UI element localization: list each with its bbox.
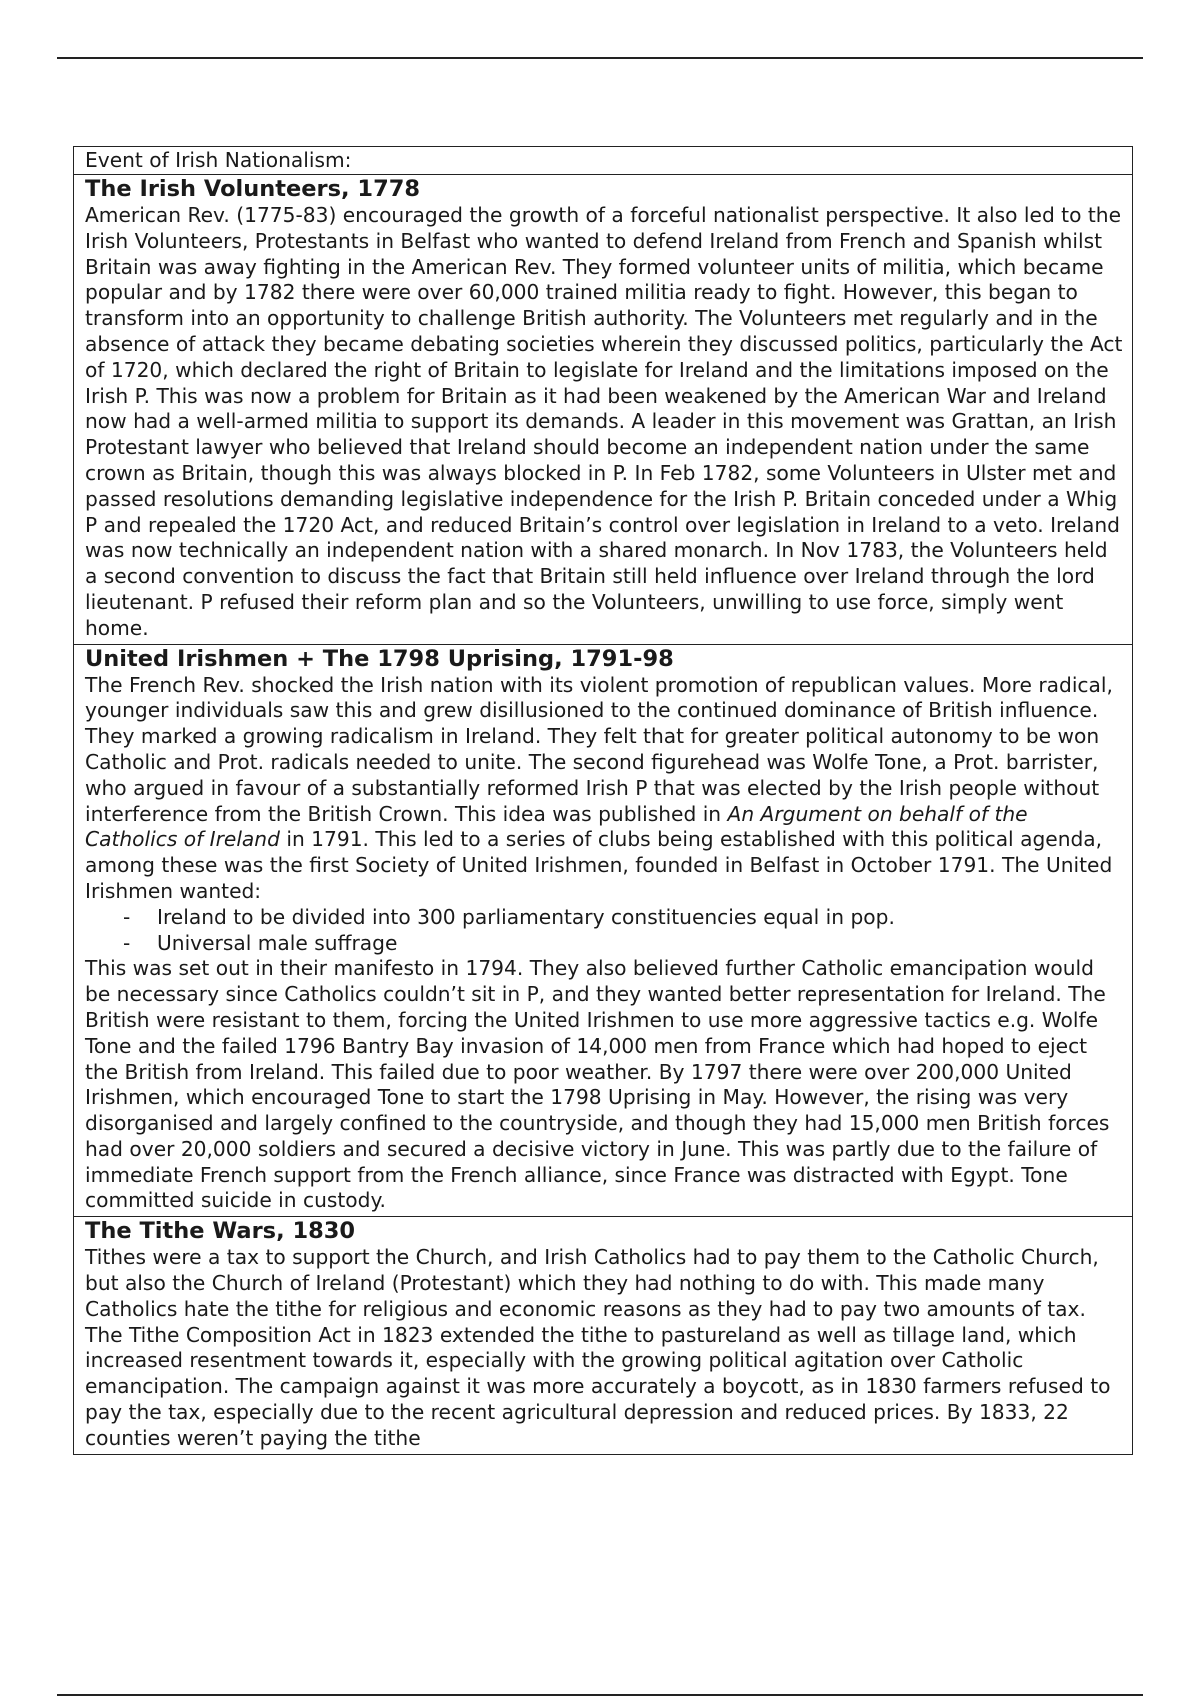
section-body-irishmen xyxy=(85,673,1124,905)
table-header-label: Event of Irish Nationalism: xyxy=(85,148,352,172)
irishmen-body-part-2: in 1791. This led to a series of clubs being established with this political agenda, among these was the first Society of United Irishmen, founded in Belfast in October 1791. The United Irishmen wanted: xyxy=(85,827,1113,903)
irishmen-body-part-1: The French Rev. shocked the Irish nation with its violent promotion of republican values. More radical, younger individuals saw this and grew disillusioned to the continued dominance of British influence. They marked a growing radicalism in Ireland. They felt that for greater political autonomy to be won Catholic and Prot. radicals needed to unite. The second figurehead was Wolfe Tone, a Prot. barrister, who argued in favour of a substantially reformed Irish P that was elected by the Irish people without interference from the British Crown. This idea was published in xyxy=(85,672,1113,826)
section-united-irishmen xyxy=(74,645,1132,1218)
table-header-cell xyxy=(74,147,1132,175)
top-rule xyxy=(57,57,1143,59)
section-title-irishmen: United Irishmen + The 1798 Uprising, 1791-98 xyxy=(85,645,674,672)
section-title-tithe: The Tithe Wars, 1830 xyxy=(85,1218,356,1245)
publication-title: An Argument on behalf of the Catholics of Ireland xyxy=(85,801,1028,852)
notes-table xyxy=(73,146,1133,1455)
irishmen-body-after-list: This was set out in their manifesto in 1794. They also believed further Catholic emancipation would be necessary since Catholics couldn’t sit in P, and they wanted better representation for Ireland. The British were resistant to them, forcing the United Irishmen to use more aggressive tactics e.g. Wolfe Tone and the failed 1796 Bantry Bay invasion of 14,000 men from France which had hoped to eject the British from Ireland. This failed due to poor weather. By 1797 there were over 200,000 United Irishmen, which encouraged Tone to start the 1798 Uprising in May. However, the rising was very disorganised and largely confined to the countryside, and though they had 15,000 men British forces had over 20,000 soldiers and secured a decisive victory in June. This was partly due to the failure of immediate French support from the French alliance, since France was distracted with Egypt. Tone committed suicide in custody. xyxy=(85,956,1110,1213)
list-item xyxy=(123,931,1124,957)
section-irish-volunteers xyxy=(74,175,1132,645)
section-body-tithe: Tithes were a tax to support the Church, and Irish Catholics had to pay them to the Catholic Church, but also the Church of Ireland (Protestant) which they had nothing to do with. This made many Catholics hate the tithe for religious and economic reasons as they had to pay two amounts of tax. The Tithe Composition Act in 1823 extended the tithe to pastureland as well as tillage land, which increased resentment towards it, especially with the growing political agitation over Catholic emancipation. The campaign against it was more accurately a boycott, as in 1830 farmers refused to pay the tax, especially due to the recent agricultural depression and reduced prices. By 1833, 22 counties weren’t paying the tithe xyxy=(85,1245,1111,1450)
bullet-dash: - xyxy=(123,904,131,929)
bottom-rule xyxy=(57,1694,1143,1696)
list-item-text: Universal male suffrage xyxy=(157,930,398,955)
list-item-text: Ireland to be divided into 300 parliamentary constituencies equal in pop. xyxy=(157,904,895,929)
bullet-dash: - xyxy=(123,930,131,955)
section-title-volunteers: The Irish Volunteers, 1778 xyxy=(85,176,421,202)
list-item xyxy=(123,905,1124,931)
section-tithe-wars xyxy=(74,1217,1132,1453)
demands-list xyxy=(85,905,1124,957)
section-body-volunteers: American Rev. (1775-83) encouraged the growth of a forceful nationalist perspective. It also led to the Irish Volunteers, Protestants in Belfast who wanted to defend Ireland from French and Spanish whilst Britain was away fighting in the American Rev. They formed volunteer units of militia, which became popular and by 1782 there were over 60,000 trained militia ready to fight. However, this began to transform into an opportunity to challenge British authority. The Volunteers met regularly and in the absence of attack they became debating societies wherein they discussed politics, particularly the Act of 1720, which declared the right of Britain to legislate for Ireland and the limitations imposed on the Irish P. This was now a problem for Britain as it had been weakened by the American War and Ireland now had a well-armed militia to support its demands. A leader in this movement was Grattan, an Irish Protestant lawyer who believed that Ireland should become an independent nation under the same crown as Britain, though this was always blocked in P. In Feb 1782, some Volunteers in Ulster met and passed resolutions demanding legislative independence for the Irish P. Britain conceded under a Whig P and repealed the 1720 Act, and reduced Britain’s control over legislation in Ireland to a veto. Ireland was now technically an independent nation with a shared monarch. In Nov 1783, the Volunteers held a second convention to discuss the fact that Britain still held influence over Ireland through the lord lieutenant. P refused their reform plan and so the Volunteers, unwilling to use force, simply went home. xyxy=(85,203,1123,640)
